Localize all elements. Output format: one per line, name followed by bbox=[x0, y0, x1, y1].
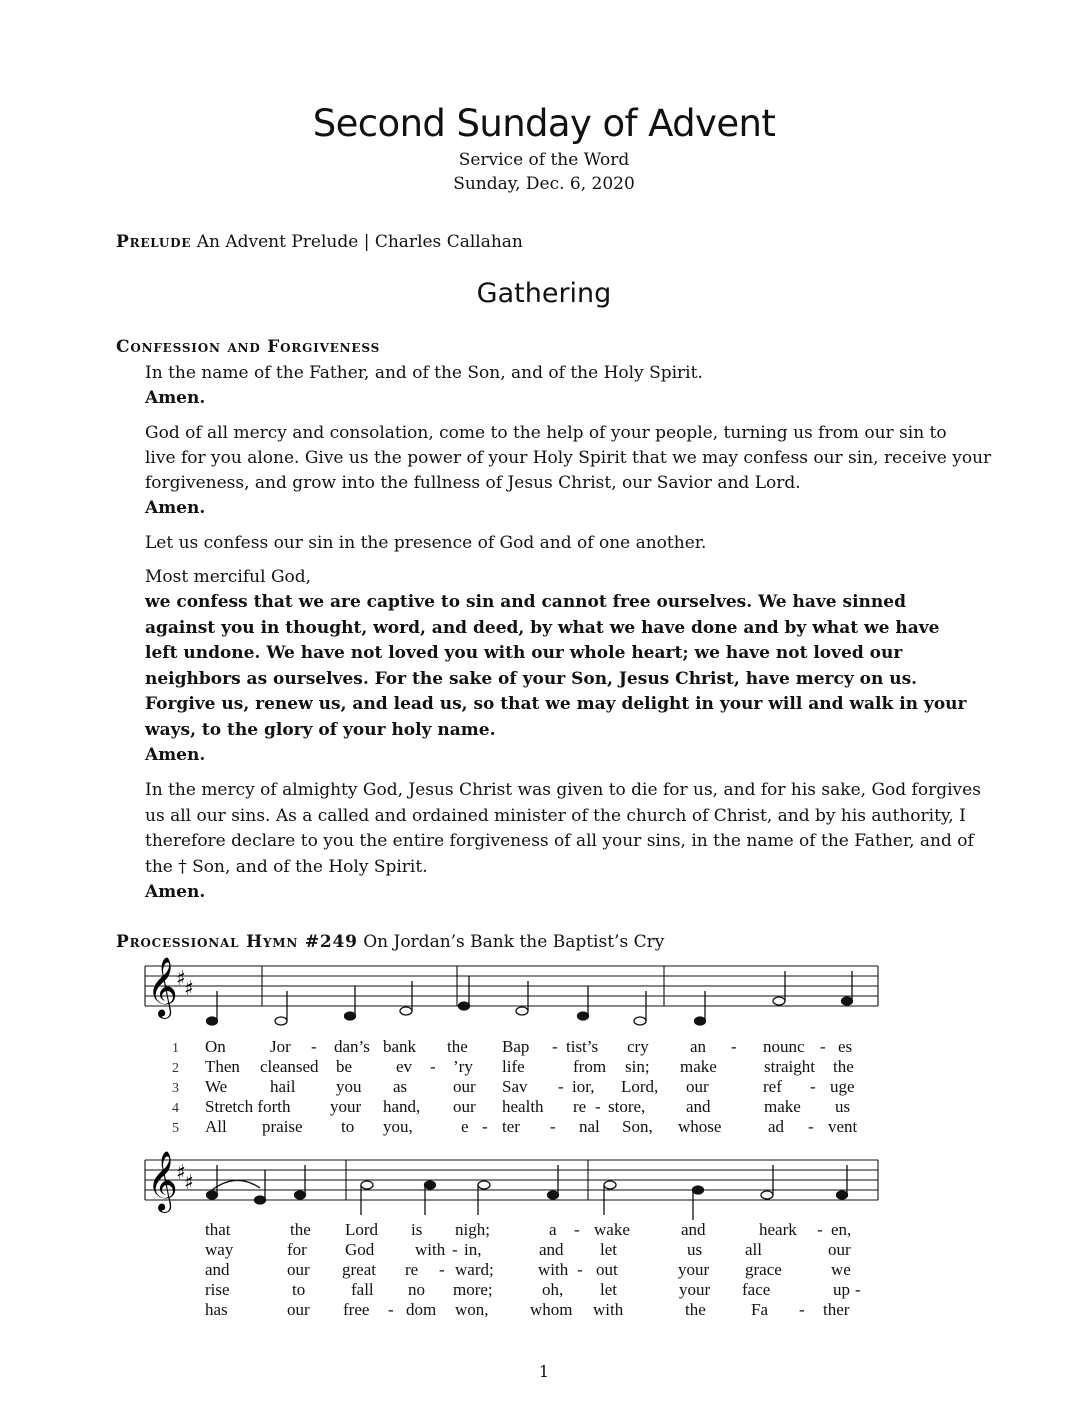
amen-response-2: Amen. bbox=[145, 498, 206, 518]
note-quarter bbox=[695, 1017, 706, 1025]
lyric-syllable: the bbox=[685, 1300, 706, 1319]
lyric-syllable: no bbox=[408, 1280, 425, 1299]
lyric-syllable: Lord, bbox=[621, 1077, 659, 1096]
lyric-syllable: to bbox=[292, 1280, 306, 1299]
lyric-syllable: - bbox=[799, 1300, 805, 1319]
lyric-syllable: with bbox=[415, 1240, 446, 1259]
amen-response-3: Amen. bbox=[145, 745, 206, 765]
lyric-syllable: praise bbox=[262, 1117, 303, 1136]
lyric-syllable: bank bbox=[383, 1037, 417, 1056]
prayer-line-1: God of all mercy and consolation, come to the help of your people, turning us from our sin to bbox=[145, 423, 947, 443]
slur bbox=[212, 1180, 260, 1190]
lyric-syllable: ward; bbox=[455, 1260, 494, 1279]
lyric-syllable: - bbox=[808, 1117, 814, 1136]
lyric-syllable: a bbox=[549, 1220, 557, 1239]
confession-invitation: Let us confess our sin in the presence of God and of one another. bbox=[145, 533, 707, 553]
lyric-syllable: fall bbox=[351, 1280, 374, 1299]
lyric-syllable: On bbox=[205, 1037, 226, 1056]
lyric-syllable: whom bbox=[530, 1300, 573, 1319]
verse-number: 5 bbox=[172, 1121, 179, 1136]
note-half bbox=[275, 1017, 287, 1025]
lyric-syllable: whose bbox=[678, 1117, 722, 1136]
lyric-syllable: our bbox=[453, 1077, 476, 1096]
hymn-title: On Jordan’s Bank the Baptist’s Cry bbox=[363, 932, 665, 952]
key-signature-icon: ♯ bbox=[176, 1160, 186, 1184]
lyric-syllable: ter bbox=[502, 1117, 520, 1136]
lyric-syllable: - bbox=[388, 1300, 394, 1319]
lyric-syllable: our bbox=[686, 1077, 709, 1096]
lyric-syllable: - bbox=[482, 1117, 488, 1136]
lyric-syllable: from bbox=[573, 1057, 607, 1076]
lyric-syllable: be bbox=[336, 1057, 353, 1076]
note-quarter bbox=[693, 1186, 704, 1194]
lyric-syllable: es bbox=[838, 1037, 853, 1056]
lyric-syllable: oh, bbox=[542, 1280, 564, 1299]
key-signature-icon: ♯ bbox=[184, 976, 194, 1000]
lyric-syllable: us bbox=[835, 1097, 851, 1116]
lyric-syllable: with bbox=[538, 1260, 569, 1279]
note-half bbox=[516, 1007, 528, 1015]
lyric-syllable: heark bbox=[759, 1220, 797, 1239]
lyric-syllable: your bbox=[330, 1097, 362, 1116]
lyric-syllable: we bbox=[831, 1260, 851, 1279]
lyric-syllable: - bbox=[855, 1280, 861, 1299]
confession-bold-line-1: we confess that we are captive to sin and cannot free ourselves. We have sinned bbox=[145, 592, 906, 612]
lyric-syllable: in, bbox=[464, 1240, 482, 1259]
note-quarter bbox=[207, 1017, 218, 1025]
absolution-line-2: us all our sins. As a called and ordained minister of the church of Christ, and by his authority, I bbox=[145, 806, 966, 826]
lyric-syllable: our bbox=[287, 1260, 310, 1279]
lyric-syllable: us bbox=[687, 1240, 703, 1259]
confession-bold-line-5: Forgive us, renew us, and lead us, so that we may delight in your will and walk in your bbox=[145, 694, 967, 714]
lyric-syllable: and bbox=[539, 1240, 564, 1259]
lyric-syllable: e bbox=[461, 1117, 469, 1136]
lyric-syllable: out bbox=[596, 1260, 618, 1279]
lyric-syllable: ad bbox=[768, 1117, 785, 1136]
lyric-syllable: that bbox=[205, 1220, 231, 1239]
lyric-syllable: cleansed bbox=[260, 1057, 319, 1076]
key-signature-icon: ♯ bbox=[176, 966, 186, 990]
treble-clef-icon: 𝄞 bbox=[147, 1151, 178, 1211]
lyric-syllable: ev bbox=[396, 1057, 413, 1076]
lyric-syllable: ’ry bbox=[453, 1057, 473, 1076]
staff-system-1 bbox=[145, 966, 878, 1006]
lyric-syllable: hail bbox=[270, 1077, 296, 1096]
lyric-syllable: all bbox=[745, 1240, 762, 1259]
confession-bold-line-4: neighbors as ourselves. For the sake of your Son, Jesus Christ, have mercy on us. bbox=[145, 669, 918, 689]
lyric-syllable: rise bbox=[205, 1280, 230, 1299]
lyric-syllable: and bbox=[205, 1260, 230, 1279]
confession-label: Confession and Forgiveness bbox=[116, 337, 381, 357]
lyric-syllable: up bbox=[833, 1280, 850, 1299]
note-half bbox=[400, 1007, 412, 1015]
lyric-syllable: our bbox=[828, 1240, 851, 1259]
amen-response-1: Amen. bbox=[145, 388, 206, 408]
note-half bbox=[604, 1181, 616, 1189]
lyric-syllable: ther bbox=[823, 1300, 850, 1319]
lyric-syllable: - bbox=[820, 1037, 826, 1056]
lyric-syllable: our bbox=[287, 1300, 310, 1319]
absolution-line-4: the † Son, and of the Holy Spirit. bbox=[145, 857, 428, 877]
lyric-syllable: dom bbox=[406, 1300, 437, 1319]
lyric-syllable: great bbox=[342, 1260, 376, 1279]
note-quarter bbox=[295, 1191, 306, 1199]
lyric-syllable: health bbox=[502, 1097, 544, 1116]
lyric-syllable: Son, bbox=[622, 1117, 653, 1136]
prayer-line-3: forgiveness, and grow into the fullness of Jesus Christ, our Savior and Lord. bbox=[145, 473, 801, 493]
lyric-syllable: re bbox=[405, 1260, 419, 1279]
system-2-notes bbox=[207, 1165, 848, 1220]
absolution-line-1: In the mercy of almighty God, Jesus Christ was given to die for us, and for his sake, God forgives bbox=[145, 780, 981, 800]
lyric-syllable: - bbox=[577, 1260, 583, 1279]
lyric-syllable: nal bbox=[579, 1117, 600, 1136]
lyric-syllable: - bbox=[558, 1077, 564, 1096]
lyric-syllable: - bbox=[550, 1117, 556, 1136]
lyric-syllable: Stretch forth bbox=[205, 1097, 291, 1116]
lyric-syllable: All bbox=[205, 1117, 227, 1136]
lyric-syllable: Fa bbox=[751, 1300, 768, 1319]
lyric-syllable: nigh; bbox=[455, 1220, 490, 1239]
lyric-syllable: make bbox=[764, 1097, 801, 1116]
lyric-syllable: Lord bbox=[345, 1220, 379, 1239]
lyric-syllable: free bbox=[343, 1300, 370, 1319]
lyric-syllable: cry bbox=[627, 1037, 649, 1056]
lyric-syllable: is bbox=[411, 1220, 423, 1239]
lyric-syllable: won, bbox=[455, 1300, 489, 1319]
page-title: Second Sunday of Advent bbox=[312, 102, 776, 145]
lyric-syllable: make bbox=[680, 1057, 717, 1076]
confession-bold-line-6: ways, to the glory of your holy name. bbox=[145, 720, 496, 740]
note-quarter bbox=[255, 1196, 266, 1204]
confession-bold-line-3: left undone. We have not loved you with our whole heart; we have not loved our bbox=[145, 643, 903, 663]
lyric-syllable: you bbox=[336, 1077, 362, 1096]
note-quarter bbox=[842, 997, 853, 1005]
system-2-lyrics bbox=[205, 1220, 861, 1319]
prelude-label: Prelude bbox=[116, 232, 192, 252]
lyric-syllable: en, bbox=[831, 1220, 852, 1239]
note-half bbox=[361, 1181, 373, 1189]
prelude-text: An Advent Prelude | Charles Callahan bbox=[196, 232, 523, 252]
lyric-syllable: let bbox=[600, 1240, 617, 1259]
lyric-syllable: - bbox=[452, 1240, 458, 1259]
note-half bbox=[634, 1017, 646, 1025]
note-half bbox=[761, 1191, 773, 1199]
lyric-syllable: our bbox=[453, 1097, 476, 1116]
confession-address: Most merciful God, bbox=[145, 567, 312, 587]
invocation-text: In the name of the Father, and of the Son, and of the Holy Spirit. bbox=[145, 363, 703, 383]
lyric-syllable: for bbox=[287, 1240, 307, 1259]
lyric-syllable: Then bbox=[205, 1057, 240, 1076]
lyric-syllable: - bbox=[574, 1220, 580, 1239]
note-quarter bbox=[425, 1181, 436, 1189]
lyric-syllable: with bbox=[593, 1300, 624, 1319]
lyric-syllable: Sav bbox=[502, 1077, 528, 1096]
lyric-syllable: tist’s bbox=[566, 1037, 599, 1056]
lyric-syllable: way bbox=[205, 1240, 234, 1259]
lyric-syllable: more; bbox=[453, 1280, 493, 1299]
lyric-syllable: ref bbox=[763, 1077, 782, 1096]
lyric-syllable: the bbox=[833, 1057, 854, 1076]
lyric-syllable: wake bbox=[594, 1220, 630, 1239]
lyric-syllable: to bbox=[341, 1117, 355, 1136]
absolution-line-3: therefore declare to you the entire forgiveness of all your sins, in the name of the Father, and of bbox=[145, 831, 974, 851]
verse-number: 3 bbox=[172, 1081, 179, 1096]
note-quarter bbox=[548, 1191, 559, 1199]
verse-number: 4 bbox=[172, 1101, 179, 1116]
lyric-syllable: - bbox=[731, 1037, 737, 1056]
lyric-syllable: nounc bbox=[763, 1037, 805, 1056]
verse-number: 1 bbox=[172, 1041, 179, 1056]
confession-bold-line-2: against you in thought, word, and deed, by what we have done and by what we have bbox=[145, 618, 940, 638]
lyric-syllable: face bbox=[742, 1280, 771, 1299]
lyric-syllable: Jor bbox=[270, 1037, 291, 1056]
lyric-syllable: ior, bbox=[572, 1077, 595, 1096]
note-half bbox=[773, 997, 785, 1005]
key-signature-icon: ♯ bbox=[184, 1170, 194, 1194]
note-quarter bbox=[578, 1012, 589, 1020]
verse-number: 2 bbox=[172, 1061, 179, 1076]
lyric-syllable: vent bbox=[828, 1117, 858, 1136]
lyric-syllable: - bbox=[810, 1077, 816, 1096]
lyric-syllable: life bbox=[502, 1057, 525, 1076]
lyric-syllable: let bbox=[600, 1280, 617, 1299]
note-quarter bbox=[207, 1191, 218, 1199]
lyric-syllable: hand, bbox=[383, 1097, 421, 1116]
lyric-syllable: you, bbox=[383, 1117, 413, 1136]
lyric-syllable: your bbox=[678, 1260, 710, 1279]
service-date: Sunday, Dec. 6, 2020 bbox=[453, 174, 635, 194]
service-subtitle: Service of the Word bbox=[458, 150, 630, 170]
system-1-notes bbox=[207, 971, 853, 1025]
lyric-syllable: We bbox=[205, 1077, 228, 1096]
lyric-syllable: straight bbox=[764, 1057, 815, 1076]
note-quarter bbox=[459, 1002, 470, 1010]
lyric-syllable: - bbox=[439, 1260, 445, 1279]
lyric-syllable: the bbox=[290, 1220, 311, 1239]
lyric-syllable: uge bbox=[830, 1077, 855, 1096]
note-quarter bbox=[345, 1012, 356, 1020]
lyric-syllable: the bbox=[447, 1037, 468, 1056]
lyric-syllable: - bbox=[311, 1037, 317, 1056]
treble-clef-icon: 𝄞 bbox=[147, 957, 178, 1017]
lyric-syllable: God bbox=[345, 1240, 375, 1259]
lyric-syllable: - bbox=[817, 1220, 823, 1239]
lyric-syllable: Bap bbox=[502, 1037, 530, 1056]
lyric-syllable: - bbox=[552, 1037, 558, 1056]
lyric-syllable: store, bbox=[608, 1097, 646, 1116]
page-number: 1 bbox=[538, 1362, 550, 1381]
lyric-syllable: an bbox=[690, 1037, 707, 1056]
lyric-syllable: has bbox=[205, 1300, 228, 1319]
lyric-syllable: sin; bbox=[625, 1057, 650, 1076]
prayer-line-2: live for you alone. Give us the power of your Holy Spirit that we may confess our sin, receive your bbox=[145, 448, 992, 468]
hymn-label: Processional Hymn #249 bbox=[116, 932, 358, 952]
lyric-syllable: and bbox=[681, 1220, 706, 1239]
system-1-lyrics bbox=[205, 1037, 858, 1136]
lyric-syllable: as bbox=[393, 1077, 408, 1096]
note-half bbox=[478, 1181, 490, 1189]
verse-numbers bbox=[172, 1041, 179, 1136]
lyric-syllable: your bbox=[679, 1280, 711, 1299]
lyric-syllable: re bbox=[573, 1097, 587, 1116]
lyric-syllable: - bbox=[595, 1097, 601, 1116]
amen-response-4: Amen. bbox=[145, 882, 206, 902]
lyric-syllable: - bbox=[430, 1057, 436, 1076]
lyric-syllable: dan’s bbox=[334, 1037, 370, 1056]
section-heading: Gathering bbox=[476, 278, 612, 309]
lyric-syllable: grace bbox=[745, 1260, 782, 1279]
note-quarter bbox=[837, 1191, 848, 1199]
lyric-syllable: and bbox=[686, 1097, 711, 1116]
